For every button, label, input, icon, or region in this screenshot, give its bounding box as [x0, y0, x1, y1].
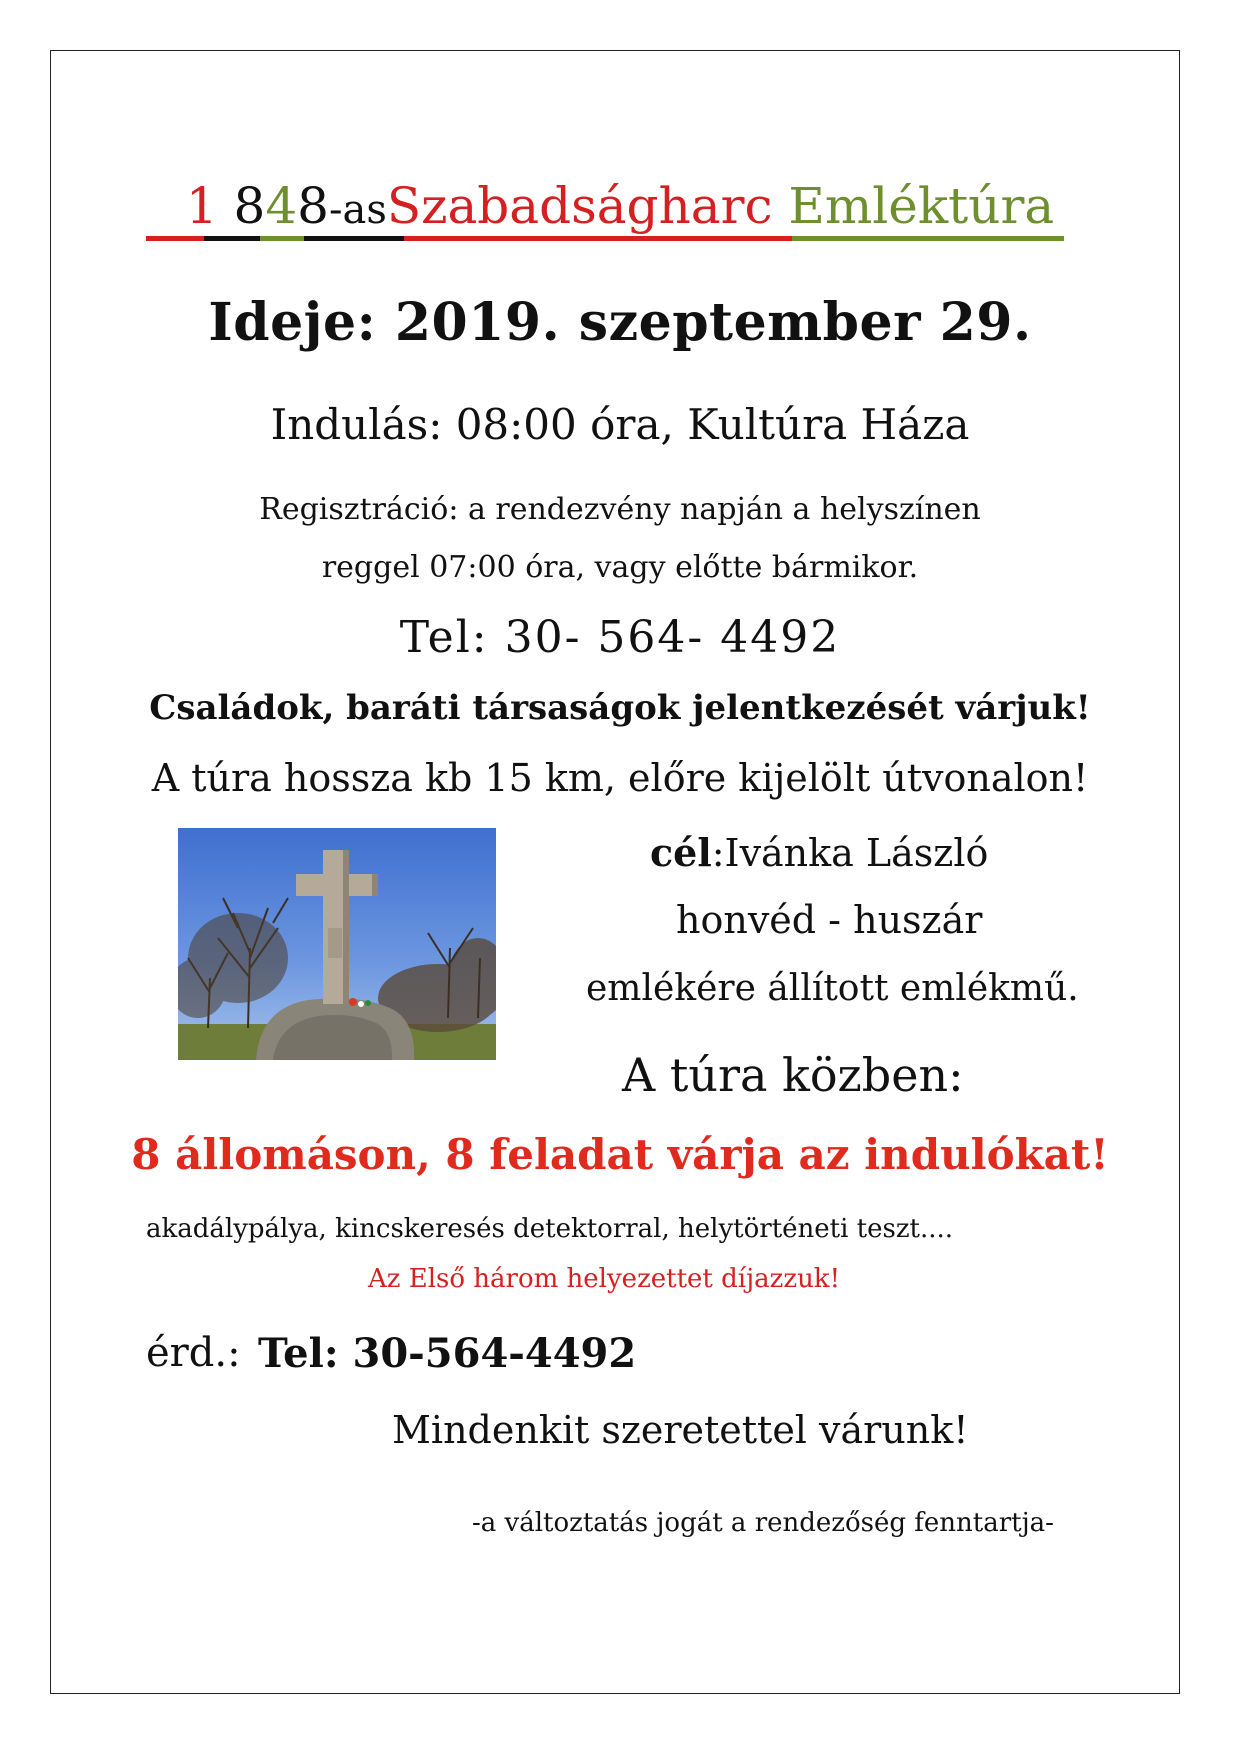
- title-suffix: -as: [328, 187, 387, 233]
- goal-label: cél: [650, 830, 712, 875]
- welcome-message: Mindenkit szeretettel várunk!: [392, 1408, 969, 1452]
- title-underline-red: [146, 236, 204, 241]
- contact-label: érd.:: [146, 1330, 241, 1376]
- during-heading: A túra közben:: [622, 1048, 964, 1102]
- prize-note: Az Első három helyezettet díjazzuk!: [368, 1264, 841, 1294]
- title-word-szabadsagharc: Szabadságharc: [386, 177, 773, 235]
- goal-line-2: honvéd - huszár: [676, 898, 983, 942]
- goal-line: [650, 830, 988, 875]
- title-digit-4: 8: [297, 177, 329, 235]
- families-invitation: Családok, baráti társaságok jelentkezését várjuk!: [149, 688, 1091, 728]
- goal-line-3: emlékére állított emlékmű.: [586, 968, 1079, 1009]
- event-date: Ideje: 2019. szeptember 29.: [208, 292, 1032, 353]
- title-word-emlektura: Emléktúra: [788, 177, 1055, 235]
- stations-highlight: 8 állomáson, 8 feladat várja az indulókat!: [131, 1130, 1109, 1179]
- registration-line-2: reggel 07:00 óra, vagy előtte bármikor.: [321, 550, 919, 585]
- title-underline-green-2: [792, 236, 1064, 241]
- rights-disclaimer: -a változtatás jogát a rendezőség fenntartja-: [472, 1508, 1054, 1538]
- registration-line-1: Regisztráció: a rendezvény napján a helyszínen: [259, 492, 981, 527]
- start-info: Indulás: 08:00 óra, Kultúra Háza: [270, 400, 970, 449]
- phone-main: Tel: 30- 564- 4492: [399, 612, 841, 663]
- memorial-cross-icon: [178, 828, 496, 1060]
- tasks-list: akadálypálya, kincskeresés detektorral, helytörténeti teszt....: [146, 1214, 954, 1244]
- title-underline-green: [260, 236, 304, 241]
- title-digit-3: 4: [265, 177, 298, 235]
- goal-text: :Ivánka László: [711, 831, 989, 875]
- title-underline-red-2: [404, 236, 792, 241]
- tour-length: A túra hossza kb 15 km, előre kijelölt útvonalon!: [151, 756, 1089, 800]
- title-underline-black: [204, 236, 260, 241]
- contact-phone: Tel: 30-564-4492: [258, 1330, 637, 1377]
- title-digit-1: 1: [185, 177, 218, 235]
- memorial-cross-photo: [178, 828, 496, 1060]
- title-underline-black-2: [304, 236, 404, 241]
- title-digit-2: 8: [233, 177, 266, 235]
- page-title: [0, 176, 1240, 240]
